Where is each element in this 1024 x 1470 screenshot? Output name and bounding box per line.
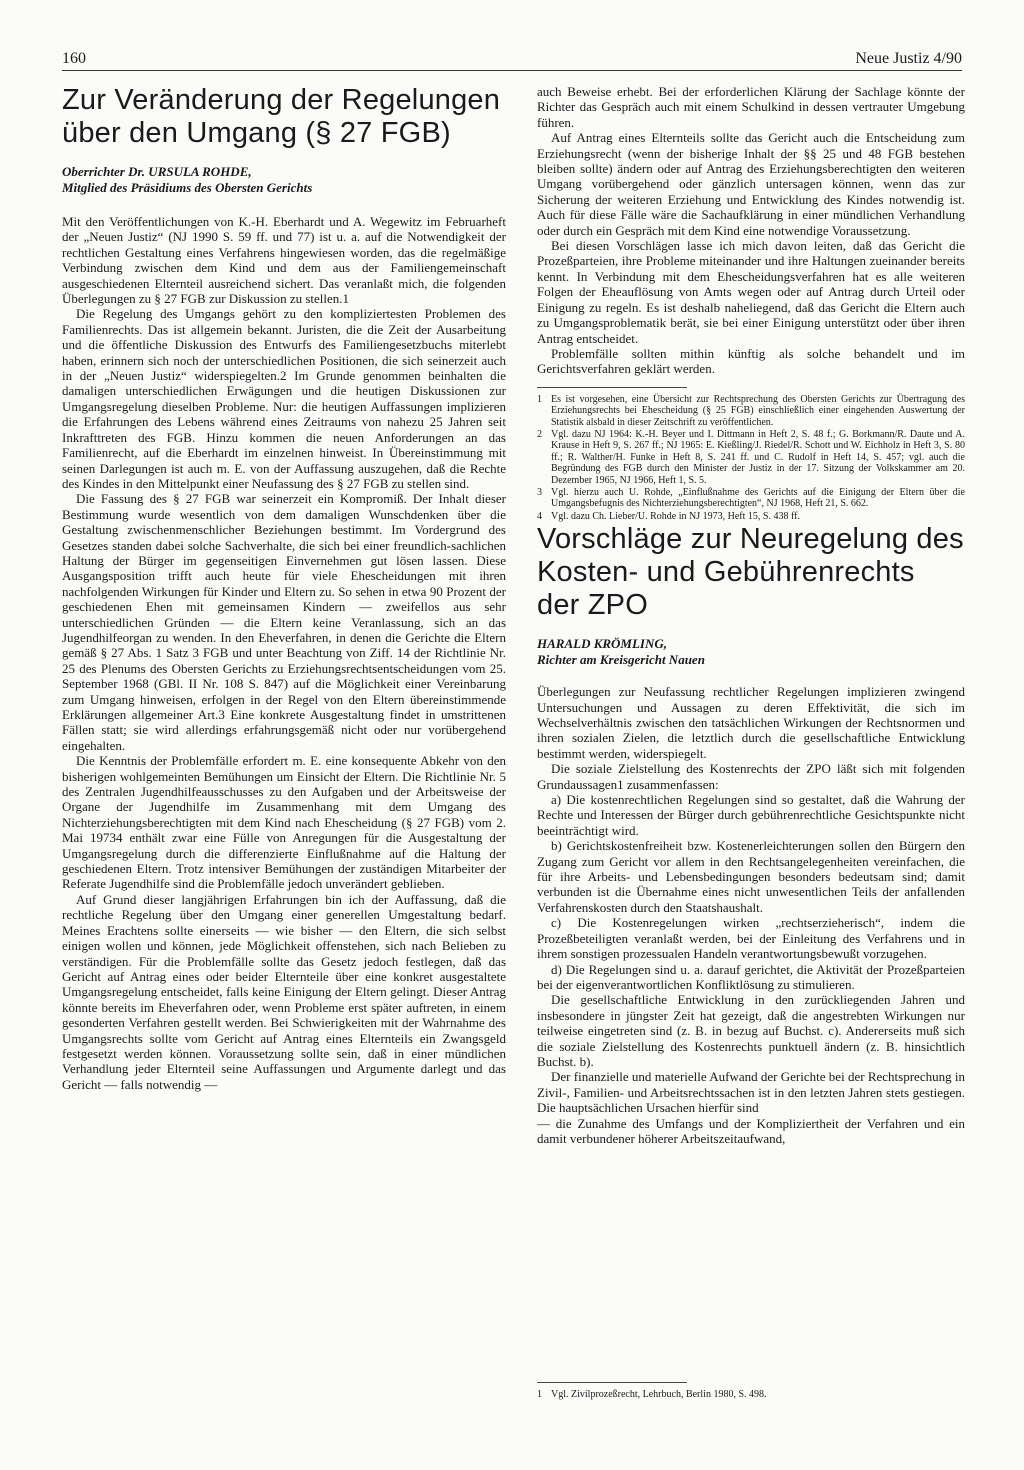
paragraph: Überlegungen zur Neufassung rechtlicher Regelungen implizieren zwingend Untersuchungen und Aussagen zu deren Effektivität, die sich im Wechselverhältnis zwischen den tatsächlichen Wirkungen der Rechtsnormen und ihren sozialen Zielen, die letztlich durch die gesellschaftliche Entwicklung bestimmt werden, widerspiegelt. [537,684,965,761]
footnote-rule [537,1382,687,1383]
footnote-text: Vgl. Zivilprozeßrecht, Lehrbuch, Berlin 1980, S. 498. [551,1389,767,1400]
paragraph: Die Regelung des Umgangs gehört zu den kompliziertesten Problemen des Familienrechts. Das ist allgemein bekannt. Juristen, die die Zeit der Ausarbeitung und die öffentliche Diskussion des Entwurfs des Familiengesetzbuchs miterlebt haben, erinnern sich noch der unterschiedlichen Positionen, die sich seinerzeit auch in der „Neuen Justiz“ widerspiegelten.2 Im Grunde genommen beinhalten die damaligen unterschiedlichen Erwägungen und die heutigen Diskussionen zur Umgangsregelung dieselben Probleme. Nur: die heutigen Auffassungen implizieren die Erfahrungen des Lebens während eines Zeitraums von nahezu 25 Jahren seit Inkrafttreten des FGB. Hinzu kommen die neuen Anforderungen an das Familienrecht, auf die Eberhardt im einzelnen hinweist. In Übereinstimmung mit seinen Darlegungen ist auch m. E. von der Auffassung auszugehen, daß die Rechte des Kindes in den Mittelpunkt einer Neufassung des § 27 FGB zu stellen sind. [62,306,506,491]
list-item: a) Die kostenrechtlichen Regelungen sind so gestaltet, daß die Wahrung der Rechte und Interessen der Bürger durch gebührenrechtliche Gesichtspunkte nicht beeinträchtigt wird. [537,792,965,838]
article2-title-line2: Kosten- und Gebührenrechts der ZPO [537,556,915,622]
list-item: d) Die Regelungen sind u. a. darauf gerichtet, die Aktivität der Prozeßparteien bei der eigenverantwortlichen Konfliktlösung zu stimulieren. [537,961,965,992]
article2-byline [537,636,965,668]
footnote [537,394,965,428]
paragraph: Auf Grund dieser langjährigen Erfahrungen bin ich der Auffassung, daß die rechtliche Regelung über den Umgang einer generellen Umgestaltung bedarf. Meines Erachtens sollte einerseits — wie bisher — den Eltern, die sich selbst einigen wollen und können, jede Möglichkeit offenstehen, sich nach Belieben zu verständigen. Für die Problemfälle sollte das Gesetz jedoch festlegen, daß das Gericht auf Antrag eines oder beider Elternteile über eine konkret ausgestaltete Umgangsregelung entscheidet, falls keine Einigung der Eltern gelingt. Dieser Antrag könnte bereits im Eheverfahren oder, wenn Probleme erst später auftreten, in einem gesonderten Verfahren gestellt werden. Bei Schwierigkeiten mit der Wahrnahme des Umgangsrechts sollte vom Gericht auf Antrag eines Elternteils ein Zwangsgeld festgesetzt werden können. Voraussetzung sollte sein, daß in einer mündlichen Verhandlung jeder Elternteil seine Auffassungen und Argumente darlegt und das Gericht — falls notwendig — [62,891,506,1092]
footnote [537,511,965,522]
footnote [537,487,965,510]
paragraph: Auf Antrag eines Elternteils sollte das Gericht auch die Entscheidung zum Erziehungsrecht (wenn der bisherige Inhalt der §§ 25 und 48 FGB bestehen bleiben sollte) ändern oder auf Antrag des Erziehungsberechtigten den weiteren Umgang vorübergehend oder gänzlich untersagen können, wenn das zur Sicherung der weiteren Erziehung und Entwicklung des Kindes notwendig ist. Auch für diese Fälle wäre die Sachaufklärung in einer mündlichen Verhandlung oder durch ein Gespräch mit dem Kind eine notwendige Voraussetzung. [537,130,965,238]
footnote-text: Vgl. dazu Ch. Lieber/U. Rohde in NJ 1973, Heft 15, S. 438 ff. [551,510,800,522]
footnote-number: 3 [537,486,542,498]
footnote [537,429,965,486]
article2-author: HARALD KRÖMLING, [537,636,668,652]
right-column [537,84,965,1146]
footnote [537,1389,965,1400]
footnote-number: 4 [537,510,542,522]
footnote-rule [537,387,687,388]
article1-body-continued [537,84,965,377]
article2-title-line1: Vorschläge zur Neuregelung des [537,523,964,556]
paragraph: Die soziale Zielstellung des Kostenrechts der ZPO läßt sich mit folgenden Grundaussagen1 zusammenfassen: [537,761,965,792]
footnote-number: 2 [537,428,542,440]
header-rule [62,70,962,71]
footnote-text: Vgl. hierzu auch U. Rohde, „Einflußnahme des Gerichts auf die Einigung der Eltern über die Umgangsbefugnis des Nichterziehungsberechtigten“, NJ 1968, Heft 21, S. 662. [551,486,965,510]
paragraph: Die Fassung des § 27 FGB war seinerzeit ein Kompromiß. Der Inhalt dieser Bestimmung wurde wesentlich von dem damaligen Wunschdenken über die Gestaltung zwischenmenschlicher Beziehungen bestimmt. Im Vordergrund des Gesetzes standen dabei solche Sachverhalte, die sich bei einer freundlich-sachlichen Haltung der Bürger im gegenseitigen Einvernehmen gut lösen lassen. Diese Ausgangsposition trifft auch heute für viele Ehescheidungen mit ihren nachfolgenden Wirkungen für Kinder und Eltern zu. So sehen in etwa 90 Prozent der geschiedenen Ehen mit gemeinsamen Kindern — zweifellos aus sehr unterschiedlichen Gründen — die Eltern keine Veranlassung, sich an das Jugendhilfeorgan zu wenden. In den Eheverfahren, in denen die Gerichte die Eltern gemäß § 27 Abs. 1 Satz 3 FGB und unter Beachtung von Ziff. 14 der Richtlinie Nr. 25 des Plenums des Obersten Gerichts zu Erziehungsrechtsentscheidungen vom 25. September 1968 (GBl. II Nr. 108 S. 847) auf die Möglichkeit einer Vereinbarung zum Umgang hinweisen, erfolgen in der Regel von den Eltern übereinstimmende Erklärungen allgemeiner Art.3 Eine konkrete Ausgestaltung findet in umstrittenen Fällen statt; sie wird allerdings erfahrungsgemäß nicht oder nur vorübergehend eingehalten. [62,491,506,753]
paragraph: auch Beweise erhebt. Bei der erforderlichen Klärung der Sachlage könnte der Richter das Gespräch auch mit einem Schulkind in dessen vertrauter Umgebung führen. [537,84,965,130]
article2-author-role: Richter am Kreisgericht Nauen [537,652,705,668]
journal-issue: Neue Justiz 4/90 [855,50,962,67]
footnote-number: 1 [537,1389,542,1400]
article1-byline [62,164,506,196]
article1-title-line1: Zur Veränderung der Regelungen [62,84,501,116]
list-item: — die Zunahme des Umfangs und der Kompliziertheit der Verfahren und ein damit verbundener höherer Arbeitszeitaufwand, [537,1115,965,1146]
article1-title-line2: über den Umgang (§ 27 FGB) [62,117,451,149]
article1-author-role: Mitglied des Präsidiums des Obersten Gerichts [62,180,313,195]
paragraph: Die Kenntnis der Problemfälle erfordert m. E. eine konsequente Abkehr von den bisherigen wohlgemeinten Bemühungen um Einsicht der Eltern. Die Richtlinie Nr. 5 des Zentralen Jugendhilfeausschusses zu den Aufgaben und der Arbeitsweise der Organe der Jugendhilfe im Zusammenhang mit dem Umgang des Nichterziehungsberechtigten mit dem Kind nach Ehescheidung (§ 27 FGB) vom 2. Mai 19734 enthält zwar eine Fülle von Anregungen für die Ausgestaltung der Umgangsregelung durch die differenzierte Einflußnahme auf die Haltung der geschiedenen Eltern. Trotz intensiver Bemühungen der zuständigen Mitarbeiter der Referate Jugendhilfe sind die Problemfälle jedoch unverändert geblieben. [62,753,506,892]
list-item: c) Die Kostenregelungen wirken „rechtserzieherisch“, indem die Prozeßbeteiligten veranlaßt werden, bei der Einleitung des Verfahrens und in ihrem sonstigen prozessualen Handeln verantwortungsbewußt vorzugehen. [537,915,965,962]
article1-title [62,84,506,150]
article1-author: Oberrichter Dr. URSULA ROHDE, [62,164,252,179]
article2-body [537,684,965,1146]
article2-title [537,523,965,622]
article1-body [62,214,506,1092]
paragraph: Der finanzielle und materielle Aufwand der Gerichte bei der Rechtsprechung in Zivil-, Familien- und Arbeitsrechtssachen ist in den letzten Jahren stets gestiegen. Die hauptsächlichen Ursachen hierfür sind [537,1069,965,1116]
article2-footnotes [537,1382,965,1401]
footnote-text: Vgl. dazu NJ 1964: K.-H. Beyer und I. Dittmann in Heft 2, S. 48 f.; G. Borkmann/R. Daute und A. Krause in Heft 9, S. 267 ff.; NJ 1965: E. Kießling/J. Riedel/R. Schott und W. Eichholz in Heft 3, S. 80 ff.; R. Walther/H. Funke in Heft 8, S. 241 ff. und C. Rudolf in Heft 14, S. 457; vgl. auch die Begründung des FGB durch den Minister der Justiz in der 17. Sitzung der Volkskammer am 20. Dezember 1965, NJ 1966, Heft 1, S. 5. [551,428,965,486]
list-item: b) Gerichtskostenfreiheit bzw. Kostenerleichterungen sollen den Bürgern den Zugang zum Gericht vor allem in den Rechtsangelegenheiten vereinfachen, die für ihre Arbeits- und Lebensbedingungen besonders bedeutsam sind; damit verbunden ist die Übernahme eines nicht unwesentlichen Teils der anfallenden Verfahrenskosten durch den Staatshaushalt. [537,838,965,915]
paragraph: Bei diesen Vorschlägen lasse ich mich davon leiten, daß das Gericht die Prozeßparteien, ihre Probleme miteinander und ihre Haltungen zueinander bereits kennt. In Verbindung mit dem Ehescheidungsverfahren hat es alle weiteren Folgen der Eheauflösung von Amts wegen oder auf Antrag durch Urteil oder Einigung zu regeln. Es ist deshalb naheliegend, daß das Gericht die Eltern auch zu Umgangsproblematik berät, sie bei einer Einigung unterstützt oder über ihren Antrag entscheidet. [537,238,965,346]
footnote-number: 1 [537,393,542,405]
page-number: 160 [62,50,86,67]
paragraph: Mit den Veröffentlichungen von K.-H. Eberhardt und A. Wegewitz im Februarheft der „Neuen Justiz“ (NJ 1990 S. 59 ff. und 77) ist u. a. auf die Notwendigkeit der rechtlichen Gestaltung eines Verfahrens hingewiesen worden, das die regelmäßige Verbindung zwischen dem Kind und dem aus der Familiengemeinschaft ausgeschiedenen Elternteil ausreichend sichert. Das veranlaßt mich, die folgenden Überlegungen zu § 27 FGB zur Diskussion zu stellen.1 [62,214,506,307]
page-header [62,50,962,72]
article1-footnotes [537,394,965,522]
footnote-text: Es ist vorgesehen, eine Übersicht zur Rechtsprechung des Obersten Gerichts zur Übertragung des Erziehungsrechts bei Ehescheidung (§ 25 FGB) einschließlich einer eingehenden Auswertung der Statistik alsbald in dieser Zeitschrift zu veröffentlichen. [551,393,965,428]
left-column [62,84,506,1092]
paragraph: Die gesellschaftliche Entwicklung in den zurückliegenden Jahren und insbesondere in jüngster Zeit hat gezeigt, daß die angestrebten Wirkungen nur teilweise eingetreten sind (z. B. in bezug auf Buchst. c). Andererseits muß sich die soziale Zielstellung des Kostenrechts punktuell ändern (z. B. hinsichtlich Buchst. b). [537,992,965,1069]
paragraph: Problemfälle sollten mithin künftig als solche behandelt und im Gerichtsverfahren geklärt werden. [537,345,965,377]
